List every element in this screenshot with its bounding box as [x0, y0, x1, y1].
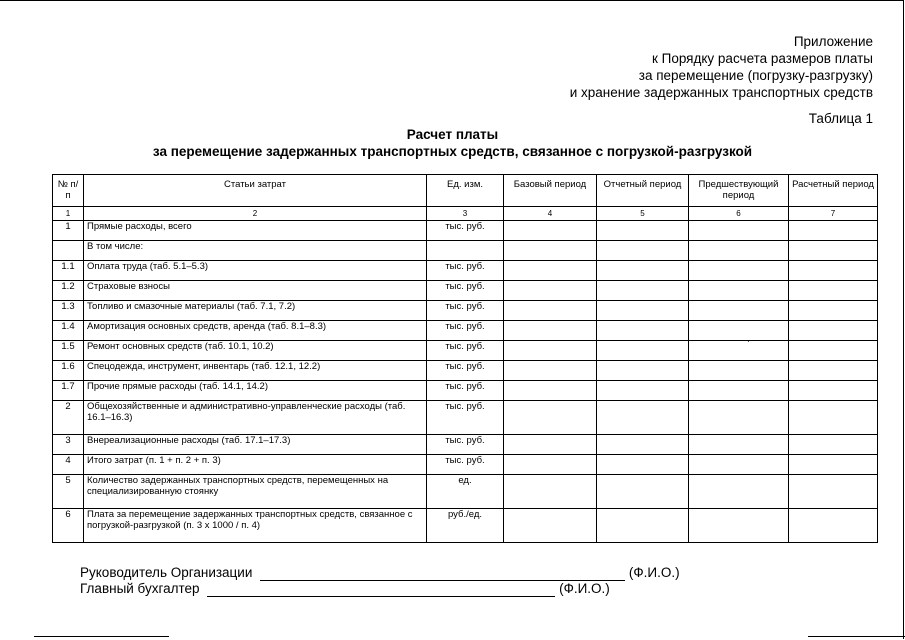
- reporting-period-cell: [597, 475, 689, 509]
- base-period-cell: [504, 261, 597, 281]
- reporting-period-cell: [597, 241, 689, 261]
- column-number-row: [53, 207, 878, 221]
- scan-speck: ·: [747, 337, 750, 346]
- previous-period-cell: [689, 401, 789, 435]
- row-number: 1.2: [53, 281, 84, 301]
- previous-period-cell: [689, 435, 789, 455]
- previous-period-cell: [689, 321, 789, 341]
- cost-item-name: Топливо и смазочные материалы (таб. 7.1, 7.2): [84, 301, 427, 321]
- reporting-period-cell: [597, 401, 689, 435]
- unit-of-measure: тыс. руб.: [427, 261, 504, 281]
- calculation-period-cell: [789, 241, 878, 261]
- accountant-signature-row: [80, 581, 680, 597]
- accountant-name-hint: (Ф.И.О.): [559, 581, 610, 596]
- cost-item-name: Спецодежда, инструмент, инвентарь (таб. 12.1, 12.2): [84, 361, 427, 381]
- header-cell: Базовый период: [504, 175, 597, 207]
- table-row: [53, 341, 878, 361]
- calculation-period-cell: [789, 301, 878, 321]
- row-number: 5: [53, 475, 84, 509]
- appendix-block: [570, 33, 873, 101]
- base-period-cell: [504, 475, 597, 509]
- row-number: 4: [53, 455, 84, 475]
- header-cell: Предшествующий период: [689, 175, 789, 207]
- calculation-period-cell: [789, 455, 878, 475]
- column-number: 5: [597, 207, 689, 221]
- unit-of-measure: тыс. руб.: [427, 381, 504, 401]
- unit-of-measure: тыс. руб.: [427, 301, 504, 321]
- column-number: 1: [53, 207, 84, 221]
- signature-block: [80, 565, 680, 597]
- row-number: 2: [53, 401, 84, 435]
- row-number: 1: [53, 221, 84, 241]
- director-label: Руководитель Организации: [80, 565, 253, 580]
- cost-item-name: Итого затрат (п. 1 + п. 2 + п. 3): [84, 455, 427, 475]
- table-header-row: [53, 175, 878, 207]
- previous-period-cell: [689, 361, 789, 381]
- row-number: 3: [53, 435, 84, 455]
- unit-of-measure: [427, 241, 504, 261]
- row-number: 1.6: [53, 361, 84, 381]
- director-signature-line: [260, 567, 625, 581]
- table-row: [53, 221, 878, 241]
- cost-item-name: В том числе:: [84, 241, 427, 261]
- header-cell: Ед. изм.: [427, 175, 504, 207]
- reporting-period-cell: [597, 361, 689, 381]
- calculation-period-cell: [789, 435, 878, 455]
- unit-of-measure: тыс. руб.: [427, 321, 504, 341]
- column-number: 6: [689, 207, 789, 221]
- row-number: 1.5: [53, 341, 84, 361]
- cost-item-name: Страховые взносы: [84, 281, 427, 301]
- previous-period-cell: [689, 381, 789, 401]
- reporting-period-cell: [597, 321, 689, 341]
- base-period-cell: [504, 281, 597, 301]
- title-line-2: за перемещение задержанных транспортных средств, связанное с погрузкой-разгрузкой: [152, 144, 753, 159]
- base-period-cell: [504, 301, 597, 321]
- table-body: [53, 221, 878, 543]
- calculation-period-cell: [789, 341, 878, 361]
- table-row: [53, 281, 878, 301]
- reporting-period-cell: [597, 509, 689, 543]
- accountant-label: Главный бухгалтер: [80, 581, 200, 596]
- cost-calculation-table: [52, 174, 878, 543]
- unit-of-measure: тыс. руб.: [427, 455, 504, 475]
- column-number: 3: [427, 207, 504, 221]
- calculation-period-cell: [789, 381, 878, 401]
- header-cell: Расчетный период: [789, 175, 878, 207]
- table-row: [53, 241, 878, 261]
- table-row: [53, 321, 878, 341]
- previous-period-cell: [689, 509, 789, 543]
- calculation-period-cell: [789, 261, 878, 281]
- calculation-period-cell: [789, 321, 878, 341]
- reporting-period-cell: [597, 455, 689, 475]
- table-row: [53, 475, 878, 509]
- calculation-period-cell: [789, 475, 878, 509]
- previous-period-cell: [689, 261, 789, 281]
- bottom-rule: [34, 636, 169, 637]
- base-period-cell: [504, 435, 597, 455]
- base-period-cell: [504, 455, 597, 475]
- calculation-period-cell: [789, 281, 878, 301]
- accountant-signature-line: [207, 583, 555, 597]
- column-number: 4: [504, 207, 597, 221]
- base-period-cell: [504, 221, 597, 241]
- cost-item-name: Количество задержанных транспортных средств, перемещенных на специализированную стоянку: [84, 475, 427, 509]
- appendix-line: и хранение задержанных транспортных средств: [569, 85, 873, 100]
- reporting-period-cell: [597, 261, 689, 281]
- header-cell: Статьи затрат: [84, 175, 427, 207]
- row-number: 1.4: [53, 321, 84, 341]
- base-period-cell: [504, 361, 597, 381]
- unit-of-measure: тыс. руб.: [427, 361, 504, 381]
- unit-of-measure: тыс. руб.: [427, 435, 504, 455]
- cost-item-name: Амортизация основных средств, аренда (таб. 8.1–8.3): [84, 321, 427, 341]
- row-number: 6: [53, 509, 84, 543]
- table-row: [53, 361, 878, 381]
- unit-of-measure: тыс. руб.: [427, 341, 504, 361]
- calculation-period-cell: [789, 361, 878, 381]
- table-label: Таблица 1: [808, 111, 873, 126]
- header-cell: № п/п: [53, 175, 84, 207]
- cost-item-name: Плата за перемещение задержанных транспортных средств, связанное с погрузкой-разгрузкой (п. 3 x 1000 / п. 4): [84, 509, 427, 543]
- base-period-cell: [504, 509, 597, 543]
- base-period-cell: [504, 341, 597, 361]
- base-period-cell: [504, 381, 597, 401]
- unit-of-measure: тыс. руб.: [427, 221, 504, 241]
- row-number: [53, 241, 84, 261]
- director-name-hint: (Ф.И.О.): [628, 565, 680, 580]
- table-row: [53, 301, 878, 321]
- table-row: [53, 455, 878, 475]
- column-number: 2: [84, 207, 427, 221]
- previous-period-cell: [689, 455, 789, 475]
- reporting-period-cell: [597, 301, 689, 321]
- reporting-period-cell: [597, 381, 689, 401]
- previous-period-cell: [689, 341, 789, 361]
- director-signature-row: [80, 565, 680, 581]
- calculation-period-cell: [789, 221, 878, 241]
- row-number: 1.7: [53, 381, 84, 401]
- reporting-period-cell: [597, 221, 689, 241]
- previous-period-cell: [689, 221, 789, 241]
- title-line-1: Расчет платы: [406, 127, 499, 142]
- reporting-period-cell: [597, 341, 689, 361]
- previous-period-cell: [689, 281, 789, 301]
- cost-item-name: Ремонт основных средств (таб. 10.1, 10.2): [84, 341, 427, 361]
- base-period-cell: [504, 401, 597, 435]
- appendix-line: Приложение: [793, 34, 873, 49]
- table-row: [53, 435, 878, 455]
- document-title: [0, 126, 905, 160]
- appendix-line: к Порядку расчета размеров платы: [651, 51, 873, 66]
- cost-item-name: Прочие прямые расходы (таб. 14.1, 14.2): [84, 381, 427, 401]
- previous-period-cell: [689, 475, 789, 509]
- appendix-line: за перемещение (погрузку-разгрузку): [638, 68, 873, 83]
- previous-period-cell: [689, 301, 789, 321]
- table-row: [53, 401, 878, 435]
- unit-of-measure: ед.: [427, 475, 504, 509]
- reporting-period-cell: [597, 281, 689, 301]
- header-cell: Отчетный период: [597, 175, 689, 207]
- row-number: 1.1: [53, 261, 84, 281]
- bottom-rule: [808, 636, 905, 637]
- previous-period-cell: [689, 241, 789, 261]
- column-number: 7: [789, 207, 878, 221]
- reporting-period-cell: [597, 435, 689, 455]
- table-row: [53, 261, 878, 281]
- calculation-period-cell: [789, 509, 878, 543]
- cost-item-name: Прямые расходы, всего: [84, 221, 427, 241]
- calculation-period-cell: [789, 401, 878, 435]
- cost-item-name: Общехозяйственные и административно-управленческие расходы (таб. 16.1–16.3): [84, 401, 427, 435]
- unit-of-measure: тыс. руб.: [427, 281, 504, 301]
- row-number: 1.3: [53, 301, 84, 321]
- cost-item-name: Оплата труда (таб. 5.1–5.3): [84, 261, 427, 281]
- base-period-cell: [504, 321, 597, 341]
- unit-of-measure: тыс. руб.: [427, 401, 504, 435]
- cost-item-name: Внереализационные расходы (таб. 17.1–17.3): [84, 435, 427, 455]
- table-row: [53, 509, 878, 543]
- table-row: [53, 381, 878, 401]
- base-period-cell: [504, 241, 597, 261]
- unit-of-measure: руб./ед.: [427, 509, 504, 543]
